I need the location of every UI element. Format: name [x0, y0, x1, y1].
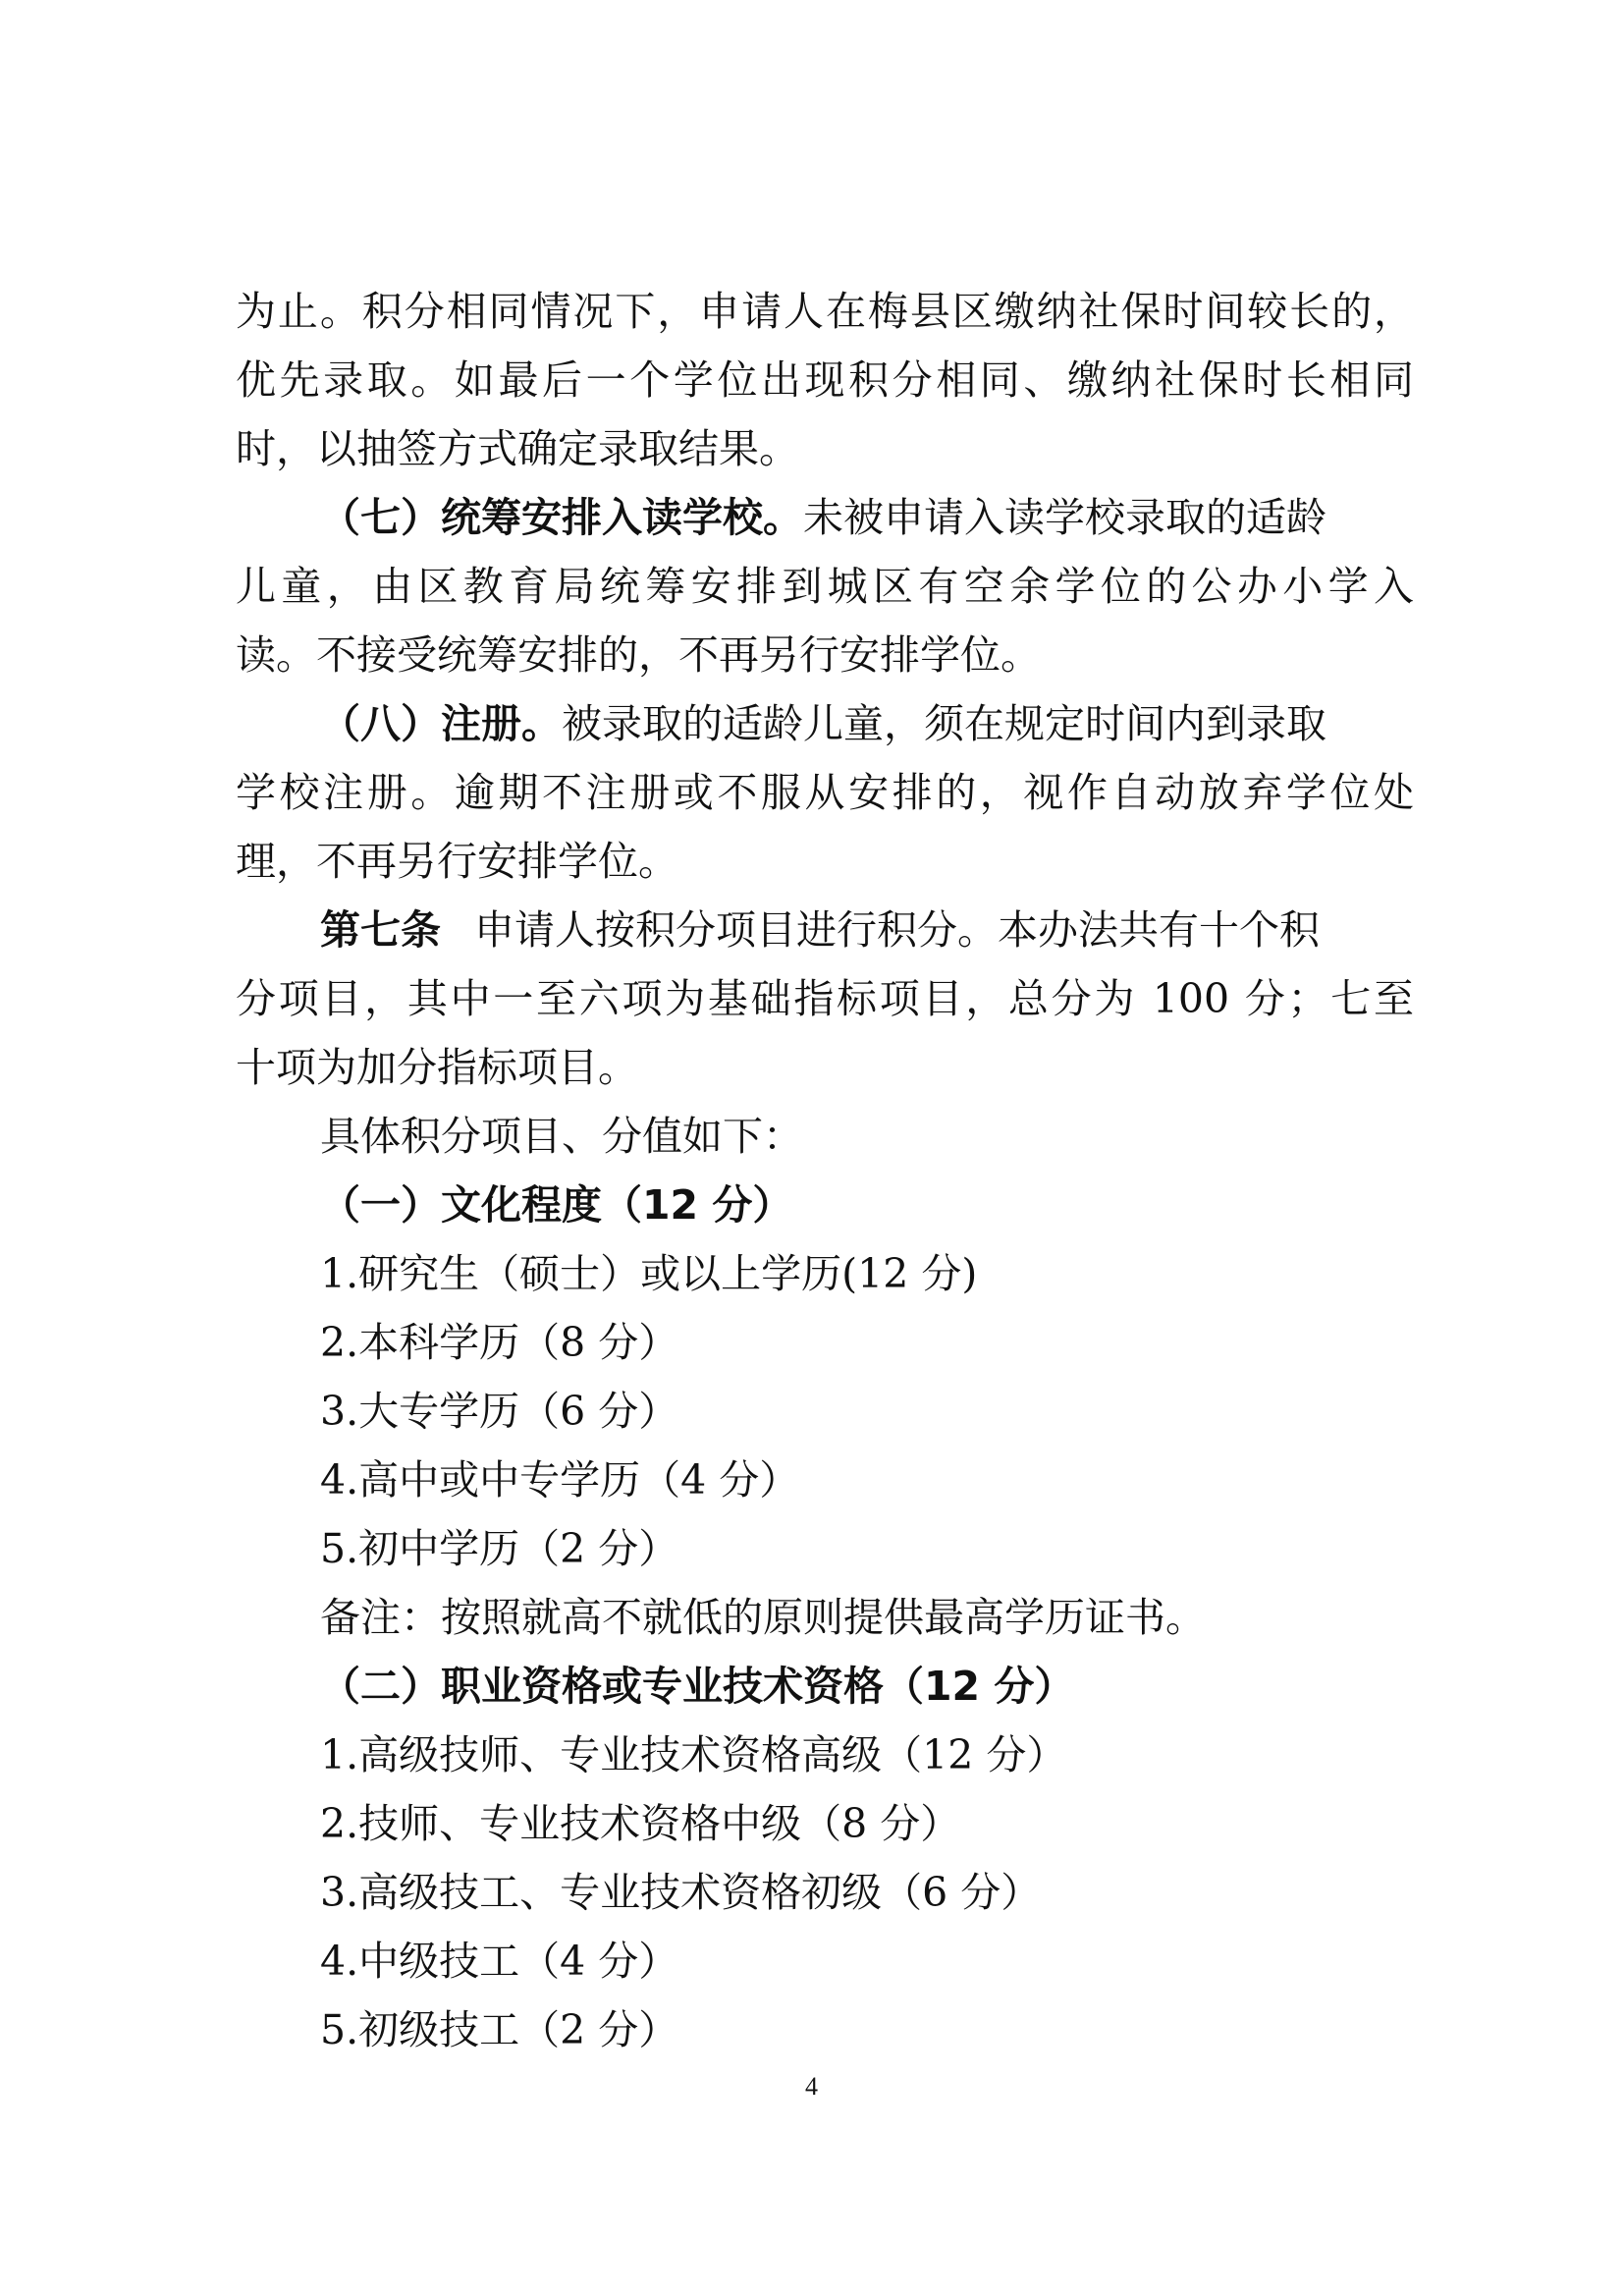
section-8-first-line — [320, 699, 1326, 748]
body-line: 十项为加分指标项目。 — [236, 1044, 638, 1091]
section-7-heading: （七）统筹安排入读学校。 — [320, 494, 803, 541]
article-7-first-line — [320, 905, 1320, 955]
category-2-heading: （二）职业资格或专业技术资格（12 分） — [320, 1663, 1075, 1710]
list-item: 2.技师、专业技术资格中级（8 分） — [320, 1800, 961, 1847]
list-item: 2.本科学历（8 分） — [320, 1319, 679, 1366]
list-item: 5.初中学历（2 分） — [320, 1525, 679, 1572]
body-line: 儿童，由区教育局统筹安排到城区有空余学位的公办小学入 — [236, 563, 1414, 610]
body-line: 时，以抽签方式确定录取结果。 — [236, 425, 799, 472]
list-item: 5.初级技工（2 分） — [320, 2006, 679, 2053]
page-number: 4 — [805, 2072, 818, 2101]
list-item: 3.高级技工、专业技术资格初级（6 分） — [320, 1869, 1042, 1916]
list-item: 4.高中或中专学历（4 分） — [320, 1456, 800, 1503]
article-7-label: 第七条 — [320, 906, 441, 954]
section-7-text: 未被申请入读学校录取的适龄 — [803, 494, 1326, 541]
body-line: 优先录取。如最后一个学位出现积分相同、缴纳社保时长相同 — [236, 356, 1414, 404]
list-item: 1.高级技师、专业技术资格高级（12 分） — [320, 1731, 1067, 1778]
list-item: 4.中级技工（4 分） — [320, 1938, 679, 1985]
section-8-heading: （八）注册。 — [320, 700, 562, 747]
body-line: 读。不接受统筹安排的，不再另行安排学位。 — [236, 631, 1041, 679]
category-1-heading: （一）文化程度（12 分） — [320, 1181, 793, 1229]
article-7-text: 申请人按积分项目进行积分。本办法共有十个积 — [474, 906, 1320, 954]
list-item: 1.研究生（硕士）或以上学历(12 分) — [320, 1250, 978, 1297]
article-7-intro: 具体积分项目、分值如下： — [320, 1113, 803, 1160]
body-line: 学校注册。逾期不注册或不服从安排的，视作自动放弃学位处 — [236, 769, 1414, 816]
category-1-note: 备注：按照就高不就低的原则提供最高学历证书。 — [320, 1594, 1206, 1641]
section-8-text: 被录取的适龄儿童，须在规定时间内到录取 — [562, 700, 1326, 747]
list-item: 3.大专学历（6 分） — [320, 1388, 679, 1435]
body-line: 为止。积分相同情况下，申请人在梅县区缴纳社保时间较长的， — [236, 288, 1414, 335]
body-line: 理，不再另行安排学位。 — [236, 838, 678, 885]
section-7-first-line — [320, 493, 1326, 542]
body-line: 分项目，其中一至六项为基础指标项目，总分为 100 分；七至 — [236, 975, 1414, 1022]
